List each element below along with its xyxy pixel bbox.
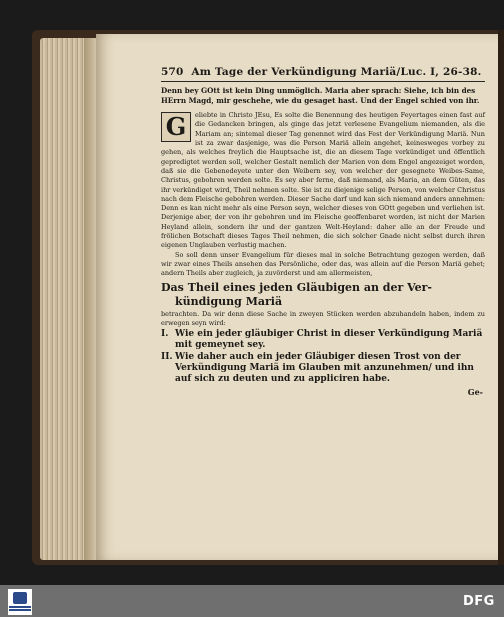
header-title: Am Tage der Verkündigung Mariä/Luc. I, 26-38. xyxy=(191,66,482,78)
running-header xyxy=(161,66,485,78)
list-item-number: I. xyxy=(161,329,169,340)
logo-wordmark xyxy=(9,605,31,613)
list-item-number: II. xyxy=(161,352,173,363)
scripture-verse: Denn bey GOtt ist kein Ding unmöglich. Maria aber sprach: Siehe, ich bin des HErrn Magd, mir geschehe, wie du gesaget hast. Und der Engel schied von ihr. xyxy=(161,86,480,105)
seal-icon xyxy=(13,592,27,604)
body-paragraph-3: betrachten. Da wir denn diese Sache in zweyen Stücken werden abzuhandeln haben, indem zu erwegen seyn wird: xyxy=(161,309,485,327)
drop-cap: G xyxy=(161,112,191,142)
page-number: 570 xyxy=(161,66,184,78)
list-item xyxy=(161,352,485,385)
list-item-text: Wie ein jeder gläubiger Christ in dieser Verkündigung Mariä mit gemeynet sey. xyxy=(175,329,483,351)
list-item-text: Wie daher auch ein jeder Gläubiger diesen Trost von der Verkündigung Mariä im Glauben mit anzunehmen/ und ihn auf sich zu deuten und zu appliciren habe. xyxy=(175,352,474,385)
book-binding-right xyxy=(498,30,504,565)
viewer-footer-bar xyxy=(0,585,504,617)
body-paragraph-2: So soll denn unser Evangelium für dieses mal in solche Betrachtung gezogen werden, daß wir zwar eines Theils ansehen das Persönliche, oder das, was allein auf die Person Mariä gehet; andern Theils aber zugleich, ja zuvörderst und am allermeisten, xyxy=(161,250,485,278)
body-paragraph-1 xyxy=(161,111,485,250)
section-heading-line-1: Das Theil eines jeden Gläubigen an der Ver- xyxy=(161,280,432,294)
header-rule xyxy=(161,81,485,82)
library-seal-logo[interactable] xyxy=(8,589,32,615)
body-paragraph-1-text: eliebte in Christo JEsu, Es solte die Benennung des heutigen Feyertages einen fast auf die Gedancken bringen, als ginge das jetzt verlesene Evangelium niemanden, als die Mariam an; sintemal dieser Tag genennet wird das Fest der Verkündigung Mariä. Nun ist za zwar dasjenige, was die Person Mariä allein angehet, keinesweges vorbey zu gehen, als welches freylich die Hauptsache ist, die an diesem Tage verkündiget und öffentlich gepredigtet werden soll, welcher Gestalt nemlich der Marien von dem Engel angezeiget worden, daß sie die Gebenedeyete unter den Weibern sey, von welcher der gesegnete Weibes-Same, Christus, gebohren werden solte. Es sey aber ferne, daß niemand, als Maria, an dem Güten, das ihr verkündiget wird, Theil nehmen solte. Sie ist zu diejenige selige Person, von welcher Christus nach dem Fleische gebohren werden. Dieser Sache darf und kan sich niemand anders annehmen: Denn es kan nicht mehr als eine Person seyn, welcher dieses von GOtt gegeben und verliehen ist. Derjenige aber, der von ihr gebohren und im Fleische geoffenbaret worden, ist nicht der Marien Heyland allein, sondern ihr und der gantzen Welt-Heyland: daher alle an der Freude und frölichen Botschaft dieses Tages Theil nehmen, die sich solcher Gnade nicht selbst durch ihren eigenen Unglauben verlustig machen. xyxy=(161,111,485,250)
list-item xyxy=(161,329,485,351)
page-content xyxy=(161,66,485,397)
section-heading-line-2: kündigung Mariä xyxy=(175,294,283,308)
catchword: Ge- xyxy=(467,387,483,398)
dfg-logo[interactable]: DFG xyxy=(463,594,495,609)
